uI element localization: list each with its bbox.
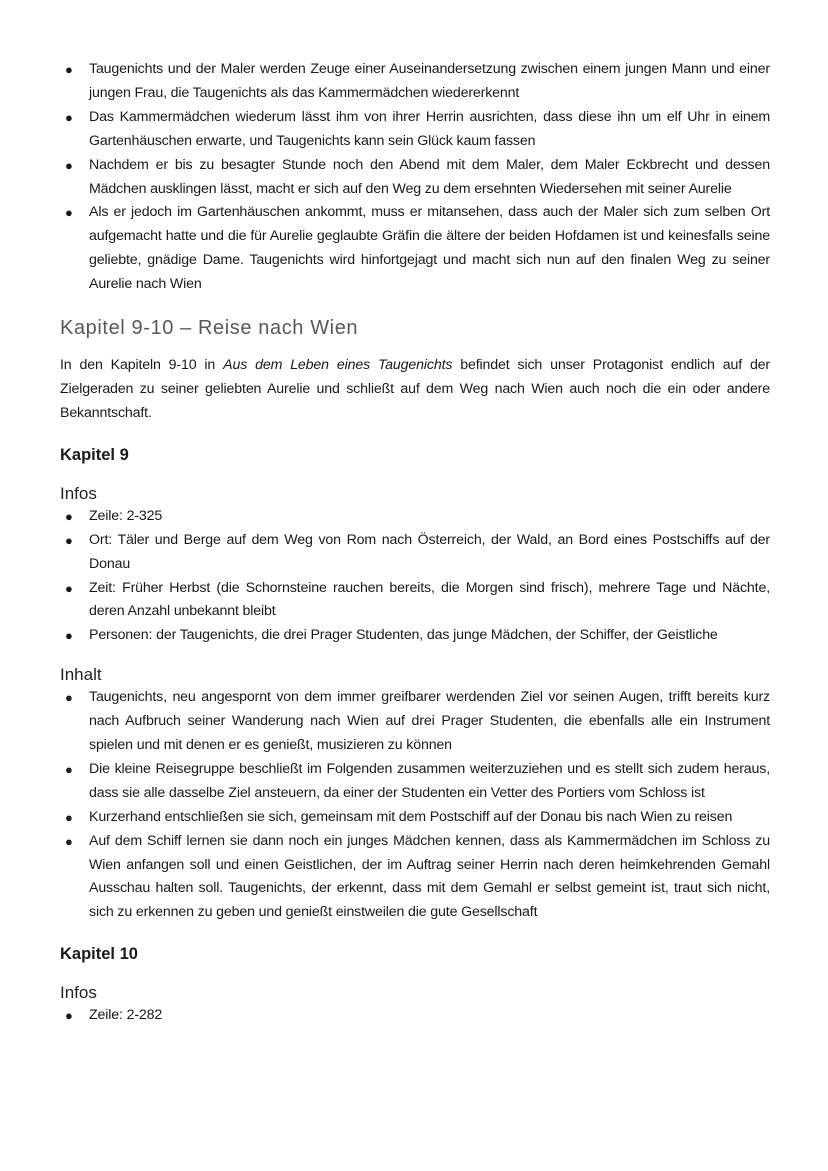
bullet-icon: ● [65,205,73,221]
bullet-icon: ● [65,62,73,77]
chapter-9-infos-label: Infos [60,483,97,503]
bullet-icon: ● [65,532,73,548]
list-item: ● Kurzerhand entschließen sie sich, gemeinsam mit dem Postschiff auf der Donau bis nach Wien zu reisen [60,806,770,830]
list-item: ● Auf dem Schiff lernen sie dann noch ein junges Mädchen kennen, dass als Kammermädchen im Schloss zu Wien anfangen soll und einen Geistlichen, der im Auftrag seiner Herrin nach deren heimkehrenden Gemahl Ausschau halten soll. Taugenichts, der erkennt, dass mit dem Gemahl er selbst gemeint ist, traut sich nicht, sich zu erkennen zu geben und genießt einstweilen die gute Gesellschaft [60,830,770,926]
list-item: ● Das Kammermädchen wiederum lässt ihm von ihrer Herrin ausrichten, dass diese ihn um elf Uhr in einem Gartenhäuschen erwarte, und Taugenichts kann sein Glück kaum fassen [60,106,770,154]
bullet-icon: ● [65,809,73,825]
chapter-9-title: Kapitel 9 [60,445,129,464]
list-item: ● Nachdem er bis zu besagter Stunde noch den Abend mit dem Maler, dem Maler Eckbrecht und dessen Mädchen ausklingen lässt, macht er sich auf den Weg zu dem ersehnten Wiedersehen mit seiner Aurelie [60,154,770,202]
bullet-icon: ● [65,1008,73,1024]
section-intro: In den Kapiteln 9-10 in Aus dem Leben eines Taugenichts befindet sich unser Protagonist endlich auf der Zielgeraden zu seiner geliebten Aurelie und schließt auf dem Weg nach Wien auch noch die ein oder andere Bekanntschaft. [60,357,770,421]
list-item: ● Zeile: 2-325 [60,505,770,529]
chapter-9-infos-list [60,505,770,648]
top-bullet-list [60,58,770,297]
chapter-9-inhalt-label: Inhalt [60,665,102,685]
list-item: ● Ort: Täler und Berge auf dem Weg von Rom nach Österreich, der Wald, an Bord eines Postschiffs auf der Donau [60,529,770,577]
chapter-10-title: Kapitel 10 [60,945,138,964]
list-item: ● Die kleine Reisegruppe beschließt im Folgenden zusammen weiterzuziehen und es stellt sich zudem heraus, dass sie alle dasselbe Ziel ansteuern, da einer der Studenten ein Vetter des Portiers vom Schloss ist [60,758,770,806]
bullet-icon: ● [65,690,73,706]
bullet-icon: ● [65,157,73,173]
chapter-10-infos-list [60,1004,770,1028]
section-heading: Kapitel 9-10 – Reise nach Wien [60,317,359,340]
list-item: ● Zeile: 2-282 [60,1004,770,1028]
list-item: ● Als er jedoch im Gartenhäuschen ankommt, muss er mitansehen, dass auch der Maler sich zum selben Ort aufgemacht hatte und die für Aurelie geglaubte Gräfin die ältere der beiden Hofdamen ist und keinesfalls seine geliebte, gnädige Dame. Taugenichts wird hinfortgejagt und macht sich nun auf den finalen Weg zu seiner Aurelie nach Wien [60,201,770,297]
chapter-9-inhalt-list [60,686,770,925]
bullet-icon: ● [65,628,73,644]
document-page [60,58,770,1028]
bullet-icon: ● [65,580,73,596]
chapter-10-infos-label: Infos [60,983,97,1003]
bullet-icon: ● [65,508,73,524]
list-item: ● Taugenichts, neu angespornt von dem immer greifbarer werdenden Ziel vor seinen Augen, trifft bereits kurz nach Aufbruch seiner Wanderung nach Wien auf drei Prager Studenten, die ebenfalls alle ein Instrument spielen und mit denen er es genießt, musizieren zu können [60,686,770,758]
list-item: ● Personen: der Taugenichts, die drei Prager Studenten, das junge Mädchen, der Schiffer, der Geistliche [60,624,770,648]
bullet-icon: ● [65,833,73,849]
list-item: ● Taugenichts und der Maler werden Zeuge einer Auseinandersetzung zwischen einem jungen Mann und einer jungen Frau, die Taugenichts als das Kammermädchen wiedererkennt [60,58,770,106]
list-item: ● Zeit: Früher Herbst (die Schornsteine rauchen bereits, die Morgen sind frisch), mehrere Tage und Nächte, deren Anzahl unbekannt bleibt [60,577,770,625]
bullet-icon: ● [65,761,73,777]
book-title: Aus dem Leben eines Taugenichts [223,357,453,374]
bullet-icon: ● [65,109,73,125]
